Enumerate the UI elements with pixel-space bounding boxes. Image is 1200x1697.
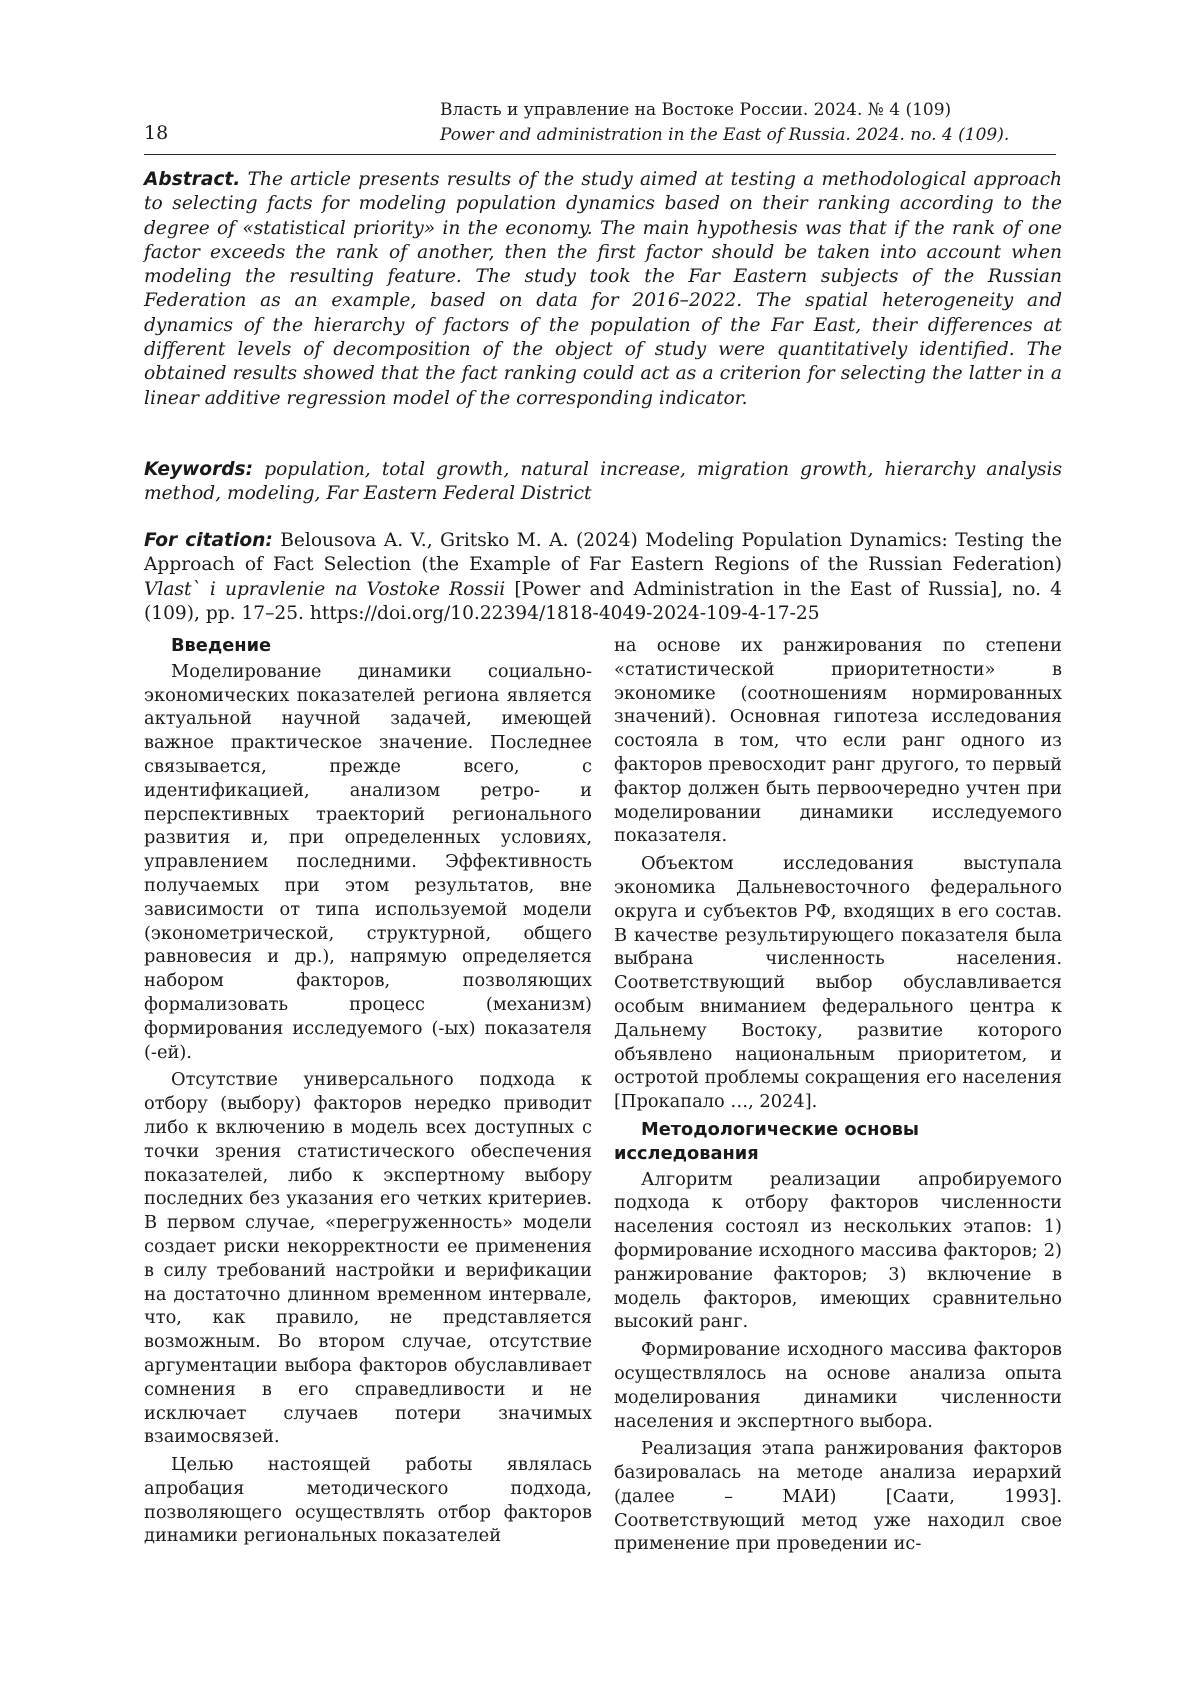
section-heading-methodology: Методологические основы исследования — [614, 1118, 920, 1164]
section-heading-introduction: Введение — [171, 635, 272, 656]
header-divider — [144, 154, 1056, 155]
body-column-right — [614, 634, 1062, 1560]
abstract-text: The article presents results of the study aimed at testing a methodological approach to selecting facts for modeling population dynamics based on their ranking according to the degree of «statistical priority» in the economy. The main hypothesis was that if the rank of one factor exceeds the rank of another, then the first factor should be taken into account when modeling the resulting feature. The study took the Far Eastern subjects of the Russian Federation as an example, based on data for 2016–2022. The spatial heterogeneity and dynamics of the hierarchy of factors of the population of the Far East, their differences at different levels of decomposition of the object of study were quantitatively identified. The obtained results showed that the fact ranking could act as a criterion for selecting the latter in a linear additive regression model of the corresponding indicator. — [144, 169, 1062, 409]
paragraph: Отсутствие универсального подхода к отбору (выбору) факторов нередко приводит либо к включению в модель всех доступных с точки зрения статистического обеспечения показателей, либо к экспертному выбору последних без указания его четких критериев. В первом случае, «перегруженность» модели создает риски некорректности ее применения в силу требований настройки и верификации на достаточно длинном временном интервале, что, как правило, не представляется возможным. Во втором случае, отсутствие аргументации выбора факторов обуславливает сомнения в его справедливости и не исключает случаев потери значимых взаимосвязей. — [144, 1069, 592, 1448]
citation-doi: [Power and Administration in the East of Russia], no. 4 (109), pp. 17–25. https://doi.org/10.22394/1818-4049-2024-109-4-17-25 — [144, 578, 1062, 624]
paragraph: Реализация этапа ранжирования факторов базировалась на методе анализа иерархий (далее – МАИ) [Саати, 1993]. Соответствующий метод уже находил свое применение при проведении ис- — [614, 1438, 1062, 1555]
citation — [144, 529, 1062, 626]
journal-title-ru: Власть и управление на Востоке России. 2024. № 4 (109) — [440, 100, 952, 120]
citation-journal: Vlast` i upravlenie na Vostoke Rossii — [144, 578, 506, 600]
page-number: 18 — [144, 122, 169, 144]
paragraph: Объектом исследования выступала экономика Дальневосточного федерального округа и субъектов РФ, входящих в его состав. В качестве результирующего показателя была выбрана численность населения. Соответствующий выбор обуславливается особым вниманием федерального центра к Дальнему Востоку, развитие которого объявлено национальным приоритетом, и остротой проблемы сокращения его населения [Прокапало …, 2024]. — [614, 853, 1062, 1113]
body-column-left — [144, 634, 592, 1552]
journal-header — [440, 98, 1060, 148]
keywords-text: population, total growth, natural increase, migration growth, hierarchy analysis method, modeling, Far Eastern Federal District — [144, 459, 1062, 505]
keywords — [144, 458, 1062, 507]
abstract — [144, 168, 1062, 411]
paragraph: Формирование исходного массива факторов осуществлялось на основе анализа опыта моделирования динамики численности населения и экспертного выбора. — [614, 1339, 1062, 1432]
citation-label: For citation: — [144, 530, 273, 551]
paragraph-continued: на основе их ранжирования по степени «статистической приоритетности» в экономике (соотношениям нормированных значений). Основная гипотеза исследования состояла в том, что если ранг одного из факторов превосходит ранг другого, то первый фактор должен быть первоочередно учтен при моделировании динамики исследуемого показателя. — [614, 635, 1062, 847]
paragraph: Моделирование динамики социально-экономических показателей региона является актуальной научной задачей, имеющей важное практическое значение. Последнее связывается, прежде всего, с идентификацией, анализом ретро- и перспективных траекторий регионального развития и, при определенных условиях, управлением последними. Эффективность получаемых при этом результатов, вне зависимости от типа используемой модели (эконометрической, структурной, общего равновесия и др.), напрямую определяется набором факторов, позволяющих формализовать процесс (механизм) формирования исследуемого (-ых) показателя (-ей). — [144, 660, 592, 1063]
abstract-label: Abstract. — [144, 169, 241, 190]
keywords-label: Keywords: — [144, 459, 254, 480]
citation-text: Belousova A. V., Gritsko M. A. (2024) Modeling Population Dynamics: Testing the Approach of Fact Selection (the Example of Far Eastern Regions of the Russian Federation) — [144, 530, 1062, 576]
paragraph: Алгоритм реализации апробируемого подхода к отбору факторов численности населения состоял из нескольких этапов: 1) формирование исходного массива факторов; 2) ранжирование факторов; 3) включение в модель факторов, имеющих сравнительно высокий ранг. — [614, 1168, 1062, 1333]
paragraph: Целью настоящей работы являлась апробация методического подхода, позволяющего осуществлять отбор факторов динамики региональных показателей — [144, 1454, 592, 1547]
journal-title-en: Power and administration in the East of Russia. 2024. no. 4 (109). — [440, 125, 1010, 145]
